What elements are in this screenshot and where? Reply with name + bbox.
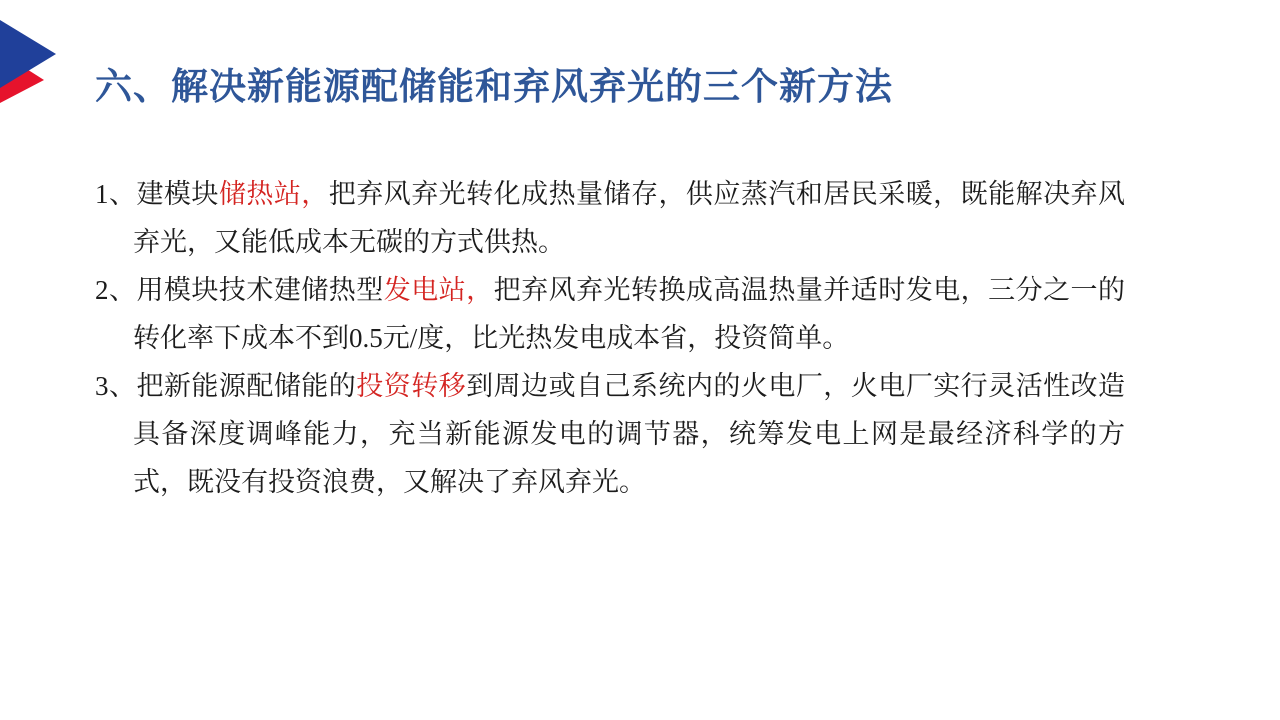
item-1-number: 1、 xyxy=(95,179,137,209)
body-text-run: 建模块 xyxy=(136,179,219,209)
item-3-text xyxy=(133,371,1125,497)
list-item-1 xyxy=(95,170,1125,266)
body-text-run: 用模块技术建储热型 xyxy=(136,275,384,305)
body-text-run: 把新能源配储能的 xyxy=(136,371,357,401)
highlighted-keyword: 投资转移 xyxy=(356,371,467,401)
list-item-3 xyxy=(95,362,1125,506)
item-2-number: 2、 xyxy=(95,275,137,305)
highlighted-keyword: 储热站， xyxy=(218,179,329,209)
body-text-run: 到周边或自己系统内的火电厂，火电厂实行灵活性改造具备深度调峰能力，充当新能源发电的调节器，统筹发电上网是最经济科学的方式，既没有投资浪费，又解决了弃风弃光。 xyxy=(133,371,1126,497)
item-1-text xyxy=(133,179,1125,257)
item-3-number: 3、 xyxy=(95,371,137,401)
highlighted-keyword: 发电站， xyxy=(383,275,494,305)
slide-body xyxy=(95,170,1125,506)
list-item-2 xyxy=(95,266,1125,362)
slide-title: 六、解决新能源配储能和弃风弃光的三个新方法 xyxy=(95,67,893,108)
item-2-text xyxy=(133,275,1125,353)
body-text-run: 把弃风弃光转换成高温热量并适时发电，三分之一的转化率下成本不到0.5元/度，比光热发电成本省，投资简单。 xyxy=(133,275,1126,353)
corner-decoration xyxy=(0,0,70,112)
body-text-run: 把弃风弃光转化成热量储存，供应蒸汽和居民采暖，既能解决弃风弃光，又能低成本无碳的方式供热。 xyxy=(133,179,1126,257)
